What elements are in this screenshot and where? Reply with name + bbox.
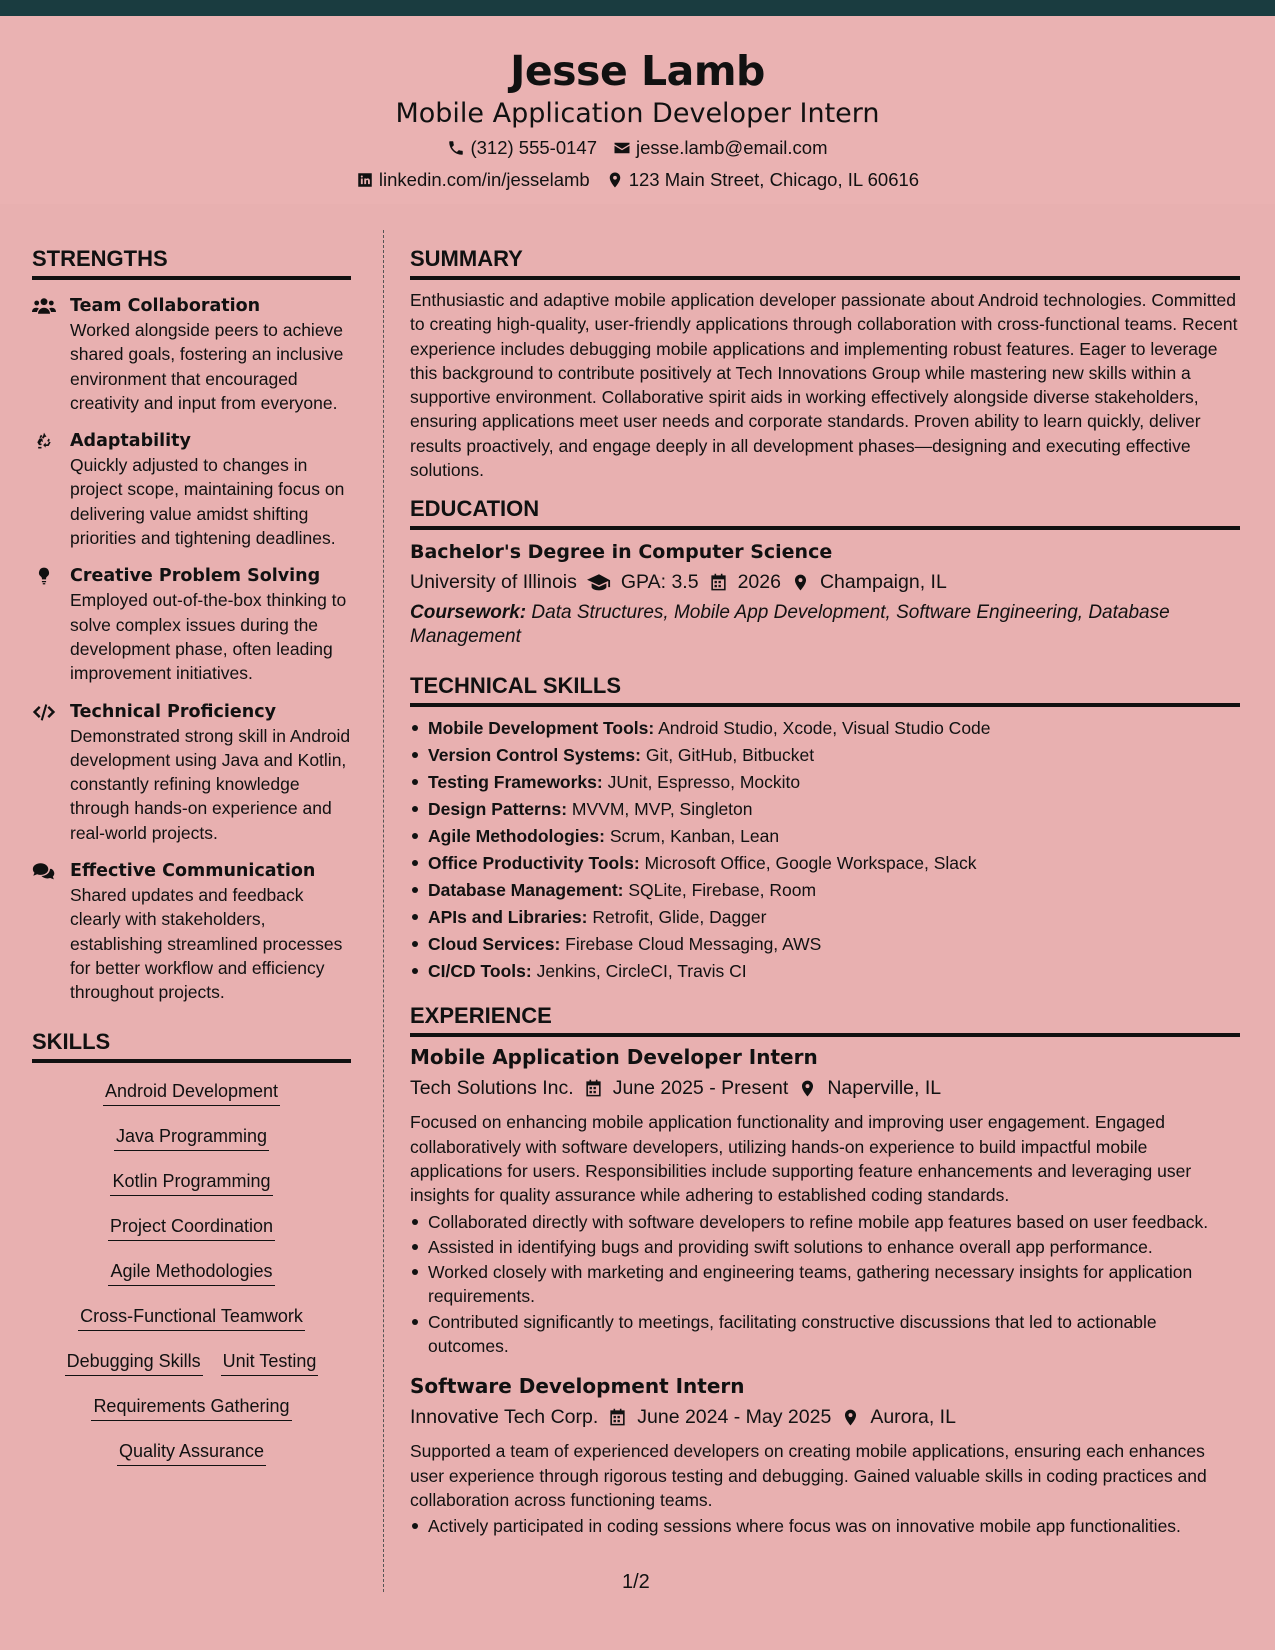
list-item: Design Patterns: MVVM, MVP, Singleton [410, 797, 1240, 821]
map-pin-icon [791, 573, 810, 592]
job-bullets [410, 1210, 1240, 1359]
skill-tag: Cross-Functional Teamwork [78, 1304, 305, 1331]
education-heading: EDUCATION [410, 494, 1240, 530]
list-item: Actively participated in coding sessions where focus was on innovative mobile app functionalities. [410, 1514, 1240, 1538]
email-text: jesse.lamb@email.com [636, 137, 828, 158]
email-contact[interactable] [613, 137, 828, 159]
users-icon [32, 296, 56, 316]
list-item: Cloud Services: Firebase Cloud Messaging, AWS [410, 932, 1240, 956]
list-item: Office Productivity Tools: Microsoft Office, Google Workspace, Slack [410, 851, 1240, 875]
skill-tag: Agile Methodologies [108, 1259, 274, 1286]
map-pin-icon [606, 171, 624, 189]
list-item: APIs and Libraries: Retrofit, Glide, Dagger [410, 905, 1240, 929]
skill-tag: Debugging Skills [65, 1349, 203, 1376]
list-item: Assisted in identifying bugs and providing swift solutions to enhance overall app performance. [410, 1235, 1240, 1259]
job-bullets [410, 1514, 1240, 1538]
list-item: Version Control Systems: Git, GitHub, Bitbucket [410, 743, 1240, 767]
calendar-icon [584, 1079, 603, 1098]
strength-title: Effective Communication [70, 861, 316, 882]
strength-title: Creative Problem Solving [70, 566, 321, 587]
skill-tag: Android Development [103, 1079, 280, 1106]
strength-title: Adaptability [70, 431, 191, 452]
job-dates: June 2024 - May 2025 [637, 1406, 832, 1429]
graduation-year: 2026 [737, 571, 781, 594]
strength-desc: Worked alongside peers to achieve shared goals, fostering an inclusive environment that encouraged creativity and input from everyone. [70, 320, 344, 413]
envelope-icon [613, 139, 631, 157]
linkedin-text: linkedin.com/in/jesselamb [378, 169, 590, 190]
education-meta [410, 568, 1240, 596]
graduation-cap-icon [587, 573, 611, 592]
strength-desc: Quickly adjusted to changes in project scope, maintaining focus on delivering value amidst shifting priorities and tightening deadlines. [70, 455, 345, 549]
job-location: Naperville, IL [827, 1077, 942, 1100]
job-entry [410, 1372, 1240, 1538]
address-contact [606, 169, 919, 191]
list-item: Database Management: SQLite, Firebase, Room [410, 878, 1240, 902]
right-column [410, 244, 1240, 1540]
resume-header [0, 16, 1275, 204]
strength-desc: Shared updates and feedback clearly with stakeholders, establishing streamlined processes for better workflow and efficiency throughout projects. [70, 885, 343, 1003]
map-pin-icon [841, 1408, 860, 1427]
list-item: Worked closely with marketing and engineering teams, gathering necessary insights for application requirements. [410, 1260, 1240, 1309]
skill-tag: Requirements Gathering [91, 1394, 291, 1421]
strength-title: Technical Proficiency [70, 701, 276, 722]
strength-item [32, 429, 351, 550]
list-item: Mobile Development Tools: Android Studio, Xcode, Visual Studio Code [410, 716, 1240, 740]
page-number: 1/2 [622, 1571, 650, 1593]
job-meta [410, 1074, 1240, 1102]
coursework [410, 601, 1240, 649]
lightbulb-icon [32, 566, 56, 586]
strength-title: Team Collaboration [70, 296, 261, 316]
company-name: Innovative Tech Corp. [410, 1406, 599, 1429]
job-meta [410, 1403, 1240, 1431]
skill-tags [32, 1063, 351, 1478]
technical-skills-list [410, 716, 1240, 983]
contact-row-1 [0, 137, 1275, 159]
school-name: University of Illinois [410, 571, 577, 594]
degree-title: Bachelor's Degree in Computer Science [410, 541, 833, 564]
phone-contact[interactable] [447, 137, 597, 159]
job-title: Mobile Application Developer Intern [410, 1045, 818, 1070]
linkedin-icon [356, 171, 374, 189]
job-title: Software Development Intern [410, 1374, 745, 1399]
coursework-list: Data Structures, Mobile App Development, Software Engineering, Database Management [410, 602, 1170, 648]
skill-tag: Java Programming [114, 1124, 269, 1151]
skill-tag: Unit Testing [221, 1349, 319, 1376]
job-description: Focused on enhancing mobile application functionality and improving user engagement. Engaged collaboratively with software developers, utilizing hands-on experience to build impactful mobile applications for users. Responsibilities include supporting feature enhancements and leveraging user insights for quality assurance while adhering to established coding standards. [410, 1112, 1192, 1206]
calendar-icon [608, 1408, 627, 1427]
candidate-role: Mobile Application Developer Intern [395, 98, 880, 129]
job-description: Supported a team of experienced developers on creating mobile applications, ensuring each enhances user experience through rigorous testing and debugging. Gained valuable skills in coding practices and collaboration across functioning teams. [410, 1441, 1207, 1510]
strength-item [32, 564, 351, 685]
linkedin-contact[interactable] [356, 169, 590, 191]
strength-desc: Employed out-of-the-box thinking to solve complex issues during the development phase, often leading improvement initiatives. [70, 590, 347, 684]
list-item: Contributed significantly to meetings, facilitating constructive discussions that led to actionable outcomes. [410, 1310, 1240, 1359]
list-item: Collaborated directly with software developers to refine mobile app features based on user feedback. [410, 1210, 1240, 1234]
phone-text: (312) 555-0147 [470, 137, 597, 158]
candidate-name: Jesse Lamb [510, 47, 765, 95]
calendar-icon [709, 573, 728, 592]
column-divider [383, 230, 384, 1592]
job-entry [410, 1043, 1240, 1358]
job-location: Aurora, IL [870, 1406, 956, 1429]
summary-heading: SUMMARY [410, 244, 1240, 280]
left-column [32, 244, 351, 1478]
comments-icon [32, 861, 56, 881]
coursework-label: Coursework: [410, 602, 527, 624]
experience-heading: EXPERIENCE [410, 1001, 1240, 1037]
company-name: Tech Solutions Inc. [410, 1077, 574, 1100]
summary-text: Enthusiastic and adaptive mobile application developer passionate about Android technologies. Committed to creating high-quality, user-friendly applications through collaboration with cross-functional teams. Recent experience includes debugging mobile applications and implementing robust features. Eager to leverage this background to contribute positively at Tech Innovations Group while mastering new skills within a supportive environment. Collaborative spirit aids in working effectively alongside diverse stakeholders, ensuring applications meet user needs and corporate standards. Proven ability to learn quickly, deliver results proactively, and engage deeply in all development phases—designing and executing effective solutions. [410, 290, 1238, 481]
list-item: Agile Methodologies: Scrum, Kanban, Lean [410, 824, 1240, 848]
skill-tag: Project Coordination [108, 1214, 275, 1241]
phone-icon [447, 139, 465, 157]
list-item: CI/CD Tools: Jenkins, CircleCI, Travis CI [410, 959, 1240, 983]
technical-skills-heading: TECHNICAL SKILLS [410, 671, 1240, 707]
recycle-icon [32, 431, 56, 451]
strength-item [32, 859, 351, 1004]
skill-tag: Kotlin Programming [110, 1169, 272, 1196]
skills-heading: SKILLS [32, 1027, 351, 1063]
list-item: Testing Frameworks: JUnit, Espresso, Mockito [410, 770, 1240, 794]
strengths-heading: STRENGTHS [32, 244, 351, 280]
school-location: Champaign, IL [819, 571, 947, 594]
map-pin-icon [798, 1079, 817, 1098]
strength-item [32, 294, 351, 415]
code-icon [32, 702, 56, 722]
contact-row-2 [0, 169, 1275, 191]
gpa: GPA: 3.5 [620, 571, 699, 594]
strength-desc: Demonstrated strong skill in Android development using Java and Kotlin, constantly refining knowledge through hands-on experience and real-world projects. [70, 725, 351, 843]
job-dates: June 2025 - Present [612, 1077, 789, 1100]
strength-item [32, 700, 351, 845]
skill-tag: Quality Assurance [117, 1439, 266, 1466]
address-text: 123 Main Street, Chicago, IL 60616 [628, 169, 920, 190]
top-accent-bar [0, 0, 1275, 16]
